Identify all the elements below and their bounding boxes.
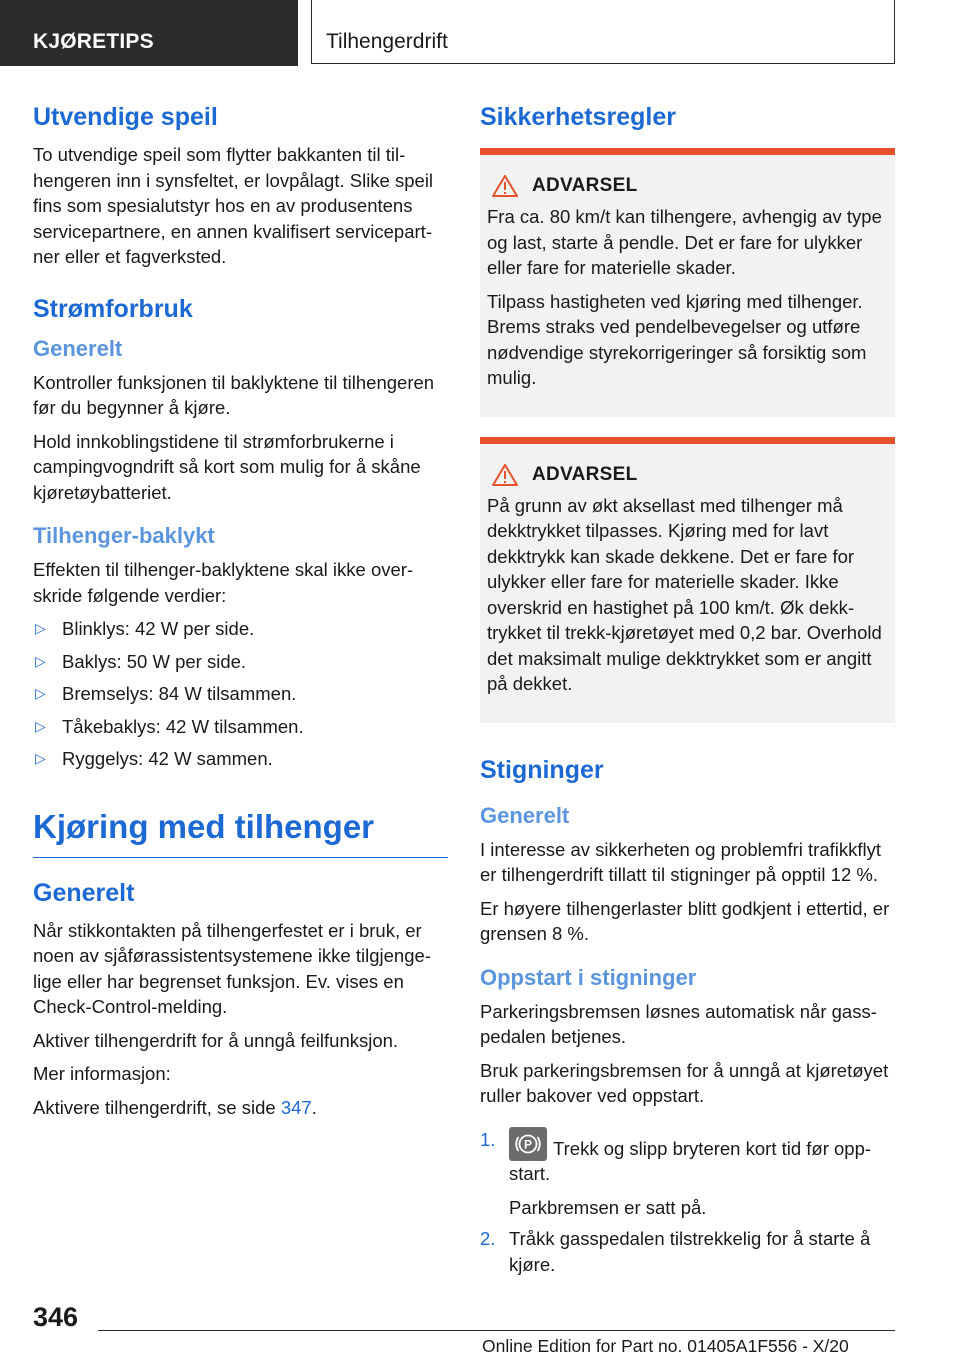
heading-towing-general: Generelt <box>33 878 135 907</box>
bullet-triangle-icon: ▷ <box>35 750 46 766</box>
towing-p2: Aktiver tilhengerdrift for å unngå feilfunksjon. <box>33 1029 399 1051</box>
heading-power-general: Generelt <box>33 335 123 361</box>
warning-label: ADVARSEL <box>532 175 638 196</box>
page-number: 346 <box>33 1302 79 1332</box>
bullet-triangle-icon: ▷ <box>35 685 46 701</box>
list-item: ▷ Blinklys: 42 W per side. <box>33 616 448 642</box>
tail-light-text: Effekten til tilhenger-baklyktene skal ikke overskride følgende verdier: <box>33 559 414 606</box>
step-number: 1. <box>480 1128 496 1150</box>
steps-list <box>480 1127 895 1278</box>
hill-start-p2: Bruk parkeringsbremsen for å unngå at kjøretøyet ruller bakover ved oppstart. <box>480 1059 889 1106</box>
svg-text:P: P <box>523 1137 533 1151</box>
page-header <box>0 0 960 66</box>
hill-start-p1: Parkeringsbremsen løsnes automatisk når gasspedalen betjenes. <box>480 1000 877 1047</box>
footer-edition: Online Edition for Part no. 01405A1F556 - X/20 <box>482 1336 849 1356</box>
list-item: ▷ Baklys: 50 W per side. <box>33 649 448 675</box>
heading-gradients: Stigninger <box>480 755 604 784</box>
step-subtext: Parkbremsen er satt på. <box>509 1196 707 1218</box>
bullet-triangle-icon: ▷ <box>35 652 46 669</box>
step-number: 2. <box>480 1228 496 1249</box>
gradients-p2: Er høyere tilhengerlaster blitt godkjent i ettertid, er grensen 8 %. <box>480 897 890 944</box>
footer-divider <box>98 1330 895 1331</box>
warning-text: På grunn av økt aksellast med tilhenger må dekktrykket tilpasses. Kjøring med for lavt dekktrykk kan skade dekkene. Det er fare for ulykker eller fare for materielle skader. Ikke overskrid en hastighet på 100 km/t. Øk dekktrykket til trekk-kjøretøyet med 0,2 bar. Overhold det maksimalt mulige dekktrykket som er angitt på dekket. <box>487 494 882 694</box>
heading-tail-light: Tilhenger-baklykt <box>33 523 215 548</box>
towing-p3: Mer informasjon: <box>33 1063 171 1084</box>
bullet-triangle-icon: ▷ <box>35 717 46 734</box>
warning-text: Fra ca. 80 km/t kan tilhengere, avhengig av type og last, starte å pendle. Det er fare for ulykker eller fare for materielle skader. <box>487 206 882 278</box>
power-general-p1: Kontroller funksjonen til baklyktene til tilhengeren før du begynner å kjøre. <box>33 371 435 418</box>
heading-towing: Kjøring med tilhenger <box>33 805 448 858</box>
left-column <box>33 100 448 1128</box>
heading-hill-start: Oppstart i stigninger <box>480 964 697 990</box>
list-item: ▷ Tåkebaklys: 42 W tilsammen. <box>33 714 448 740</box>
right-column <box>480 100 895 1283</box>
gradients-p1: I interesse av sikkerheten og problemfri trafikkflyt er tilhengerdrift tillatt til stigninger på opptil 12 %. <box>480 838 881 885</box>
mirrors-text: To utvendige speil som flytter bakkanten til tilhengeren inn i synsfeltet, er lovpålagt. Slike speil fins som spesialutstyr hos en av produsentens servicepartnere, en annen kvalifisert servicepartner eller et fagverksted. <box>33 144 434 267</box>
heading-gradients-general: Generelt <box>480 802 570 828</box>
warning-triangle-icon <box>492 175 518 197</box>
bullet-triangle-icon: ▷ <box>35 620 46 636</box>
chapter-label: Tilhengerdrift <box>311 0 895 64</box>
warning-label: ADVARSEL <box>532 463 638 485</box>
tail-light-list <box>33 616 448 772</box>
list-item: ▷ Bremselys: 84 W tilsammen. <box>33 681 448 707</box>
heading-mirrors: Utvendige speil <box>33 103 218 131</box>
warning-text: Tilpass hastigheten ved kjøring med tilhenger. Brems straks ved pendelbevegelser og utføre nødvendige styrekorrigeringer så forsiktig som mulig. <box>487 290 867 388</box>
parking-brake-icon <box>509 1127 547 1161</box>
power-general-p2: Hold innkoblingstidene til strømforbrukerne i campingvogndrift så kort som mulig for å skåne kjøretøybatteriet. <box>33 430 421 503</box>
list-item: ▷ Ryggelys: 42 W sammen. <box>33 746 448 772</box>
heading-safety: Sikkerhetsregler <box>480 103 676 131</box>
warning-box <box>480 148 895 417</box>
towing-p4: Aktivere tilhengerdrift, se side 347. <box>33 1096 317 1118</box>
heading-power: Strømforbruk <box>33 294 193 323</box>
warning-triangle-icon <box>492 464 518 486</box>
step-item: 1. P Trekk og slipp bryteren kort tid før oppstart. Parkbremsen er satt på. <box>480 1127 895 1221</box>
page-link-347[interactable]: 347 <box>280 1096 312 1118</box>
section-label: KJØRETIPS <box>0 0 298 66</box>
towing-p1: Når stikkontakten på tilhengerfestet er i bruk, er noen av sjåførassistentsystemene ikke tilgjengelige eller har begrenset funksjon. Ev. vises en Check-Control-melding. <box>33 919 431 1017</box>
warning-box <box>480 437 895 723</box>
step-item: 2. Tråkk gasspedalen tilstrekkelig for å starte å kjøre. <box>480 1228 871 1275</box>
